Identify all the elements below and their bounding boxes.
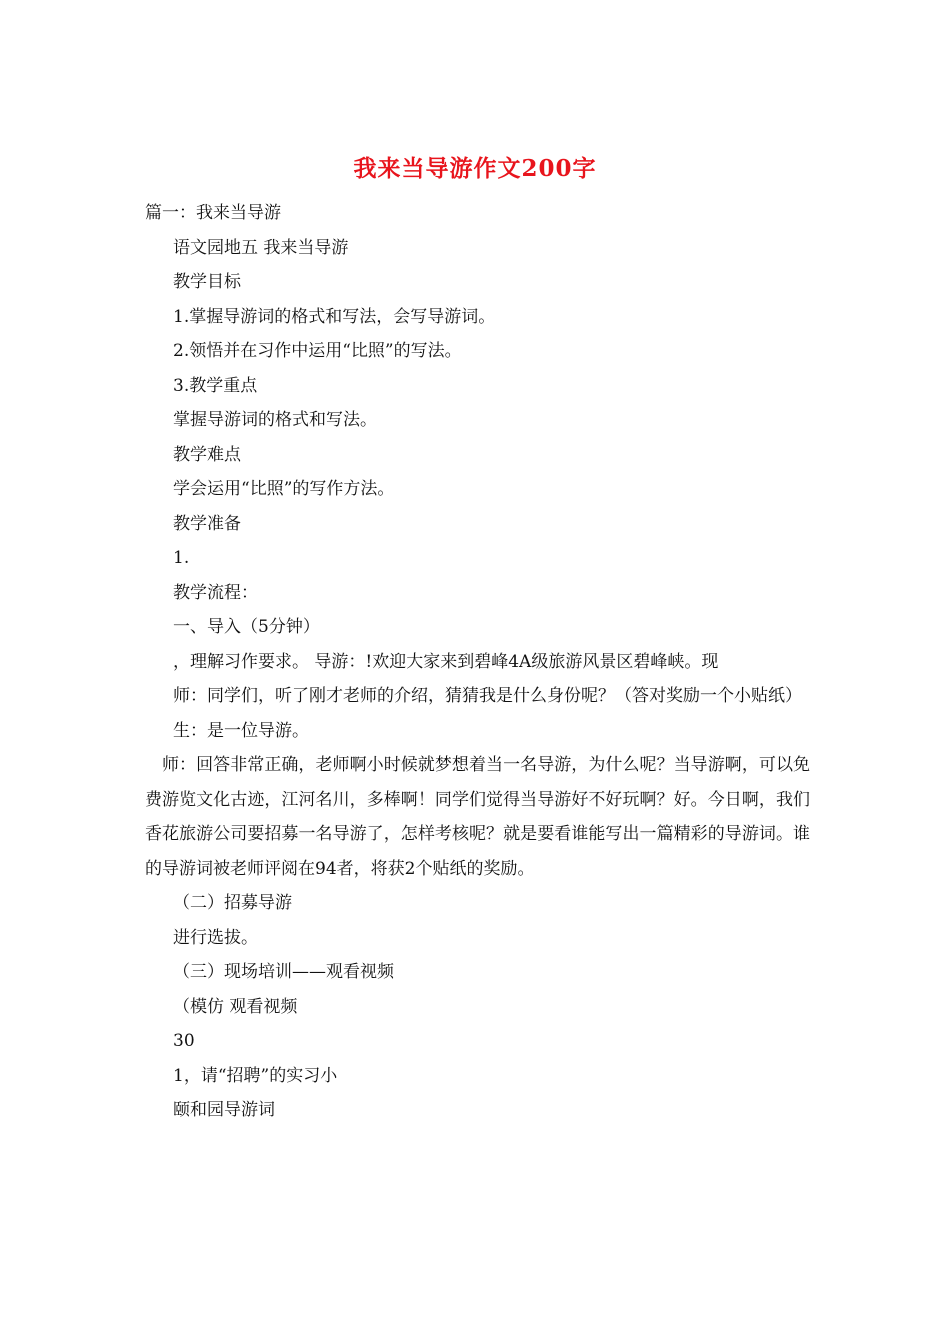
body-line: ，理解习作要求。 导游：!欢迎大家来到碧峰4A级旅游风景区碧峰峡。现 (173, 651, 719, 672)
tail-line: （二）招募导游 (173, 893, 292, 913)
tail-line: （模仿 观看视频 (173, 996, 298, 1017)
tail-line: 30 (173, 1031, 195, 1051)
document-body (145, 196, 810, 1128)
body-line: 学会运用“比照”的写作方法。 (173, 479, 395, 499)
body-line: 3.教学重点 (173, 375, 258, 396)
body-line: 1. (173, 548, 190, 568)
body-line: 2.领悟并在习作中运用“比照”的写法。 (173, 341, 462, 361)
paragraph-teacher-2 (145, 748, 810, 886)
tail-line: 进行选拔。 (173, 927, 258, 948)
document-title: 我来当导游作文200字 (353, 155, 597, 182)
body-line: 一、导入（5分钟） (173, 617, 320, 637)
lines-top (145, 196, 810, 679)
body-line: 教学流程： (173, 582, 258, 603)
body-line: 教学准备 (173, 513, 241, 534)
tail-line: 颐和园导游词 (173, 1100, 275, 1120)
tail-line: （三）现场培训——观看视频 (173, 962, 394, 982)
body-line: 篇一：我来当导游 (145, 203, 281, 223)
paragraph-teacher-1 (145, 679, 810, 714)
body-line: 1.掌握导游词的格式和写法，会写导游词。 (173, 306, 496, 327)
paragraph-teacher-1-text: 师：同学们，听了刚才老师的介绍，猜猜我是什么身份呢？（答对奖励一个小贴纸） (173, 686, 802, 706)
body-line: 掌握导游词的格式和写法。 (173, 410, 377, 430)
body-line: 教学目标 (173, 272, 241, 292)
tail-line: 1，请“招聘”的实习小 (173, 1065, 338, 1086)
lines-tail (145, 886, 810, 1128)
body-line: 语文园地五 我来当导游 (173, 237, 349, 258)
paragraph-teacher-2-text: 师：回答非常正确，老师啊小时候就梦想着当一名导游，为什么呢？当导游啊，可以免费游览文化古迹，江河名川，多棒啊！同学们觉得当导游好不好玩啊？好。今日啊，我们香花旅游公司要招募一名导游了，怎样考核呢？就是要看谁能写出一篇精彩的导游词。谁的导游词被老师评阅在94者，将获2个贴纸的奖励。 (145, 755, 810, 879)
body-line: 教学难点 (173, 444, 241, 465)
line-student: 生：是一位导游。 (173, 720, 309, 741)
